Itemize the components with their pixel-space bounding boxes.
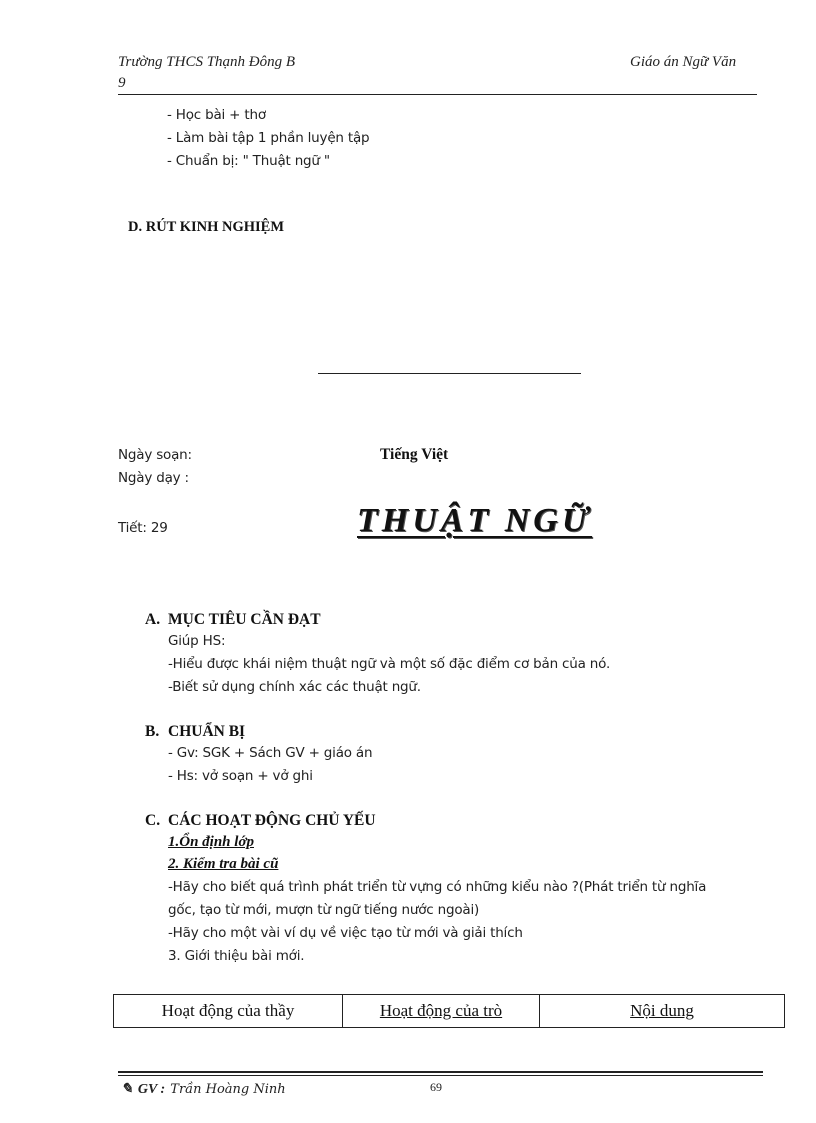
section-c-line: -Hãy cho biết quá trình phát triển từ vựng có những kiểu nào ?(Phát triển từ nghĩa [168, 879, 707, 895]
prep-date-label: Ngày soạn: [118, 447, 192, 463]
header-subject: Giáo án Ngữ Văn [630, 54, 737, 70]
lesson-category: Tiếng Việt [380, 446, 449, 463]
table-header-row [114, 995, 785, 1028]
section-c-line: gốc, tạo từ mới, mượn từ ngữ tiếng nước ngoài) [168, 902, 480, 918]
section-b-line: - Hs: vở soạn + vở ghi [168, 768, 313, 784]
separator-line [318, 373, 581, 374]
footer-rule-thick [118, 1071, 763, 1073]
footer-gv-label: GV : [137, 1082, 166, 1097]
header-content: Nội dung [540, 995, 785, 1028]
section-b-line: - Gv: SGK + Sách GV + giáo án [168, 745, 373, 761]
section-b-title: CHUẨN BỊ [168, 723, 246, 740]
pencil-icon: ✎ [121, 1082, 133, 1097]
section-a-line: Giúp HS: [168, 633, 226, 649]
section-b-letter: B. [145, 723, 160, 740]
homework-item: - Chuẩn bị: " Thuật ngữ " [167, 153, 330, 169]
page-number: 69 [430, 1080, 442, 1094]
section-c-letter: C. [145, 812, 161, 829]
header-student-activity: Hoạt động của trò [343, 995, 540, 1028]
homework-item: - Làm bài tập 1 phần luyện tập [167, 130, 370, 146]
header-grade: 9 [118, 75, 126, 91]
period-label: Tiết: 29 [118, 520, 168, 536]
lesson-title: THUẬT NGỮ [357, 502, 593, 539]
step-stabilize-class: 1.Ổn định lớp [168, 834, 254, 850]
section-a-line: -Biết sử dụng chính xác các thuật ngữ. [168, 679, 421, 695]
step-check-old-lesson: 2. Kiểm tra bài cũ [168, 856, 279, 872]
section-c-line: 3. Giới thiệu bài mới. [168, 948, 305, 964]
header-teacher-activity: Hoạt động của thầy [114, 995, 343, 1028]
header-school: Trường THCS Thạnh Đông B [118, 54, 296, 70]
section-d-title: D. RÚT KINH NGHIỆM [128, 219, 285, 235]
activity-table [113, 994, 785, 1028]
section-a-title: MỤC TIÊU CẦN ĐẠT [168, 611, 321, 628]
footer-signature [121, 1078, 286, 1098]
teach-date-label: Ngày dạy : [118, 470, 189, 486]
footer-rule-thin [118, 1075, 763, 1076]
header-rule [118, 94, 757, 95]
homework-item: - Học bài + thơ [167, 107, 266, 123]
section-a-letter: A. [145, 611, 161, 628]
section-c-line: -Hãy cho một vài ví dụ về việc tạo từ mới và giải thích [168, 925, 523, 941]
footer-teacher-name: Trần Hoàng Ninh [170, 1082, 286, 1097]
section-a-line: -Hiểu được khái niệm thuật ngữ và một số đặc điểm cơ bản của nó. [168, 656, 611, 672]
section-c-title: CÁC HOẠT ĐỘNG CHỦ YẾU [168, 812, 376, 829]
